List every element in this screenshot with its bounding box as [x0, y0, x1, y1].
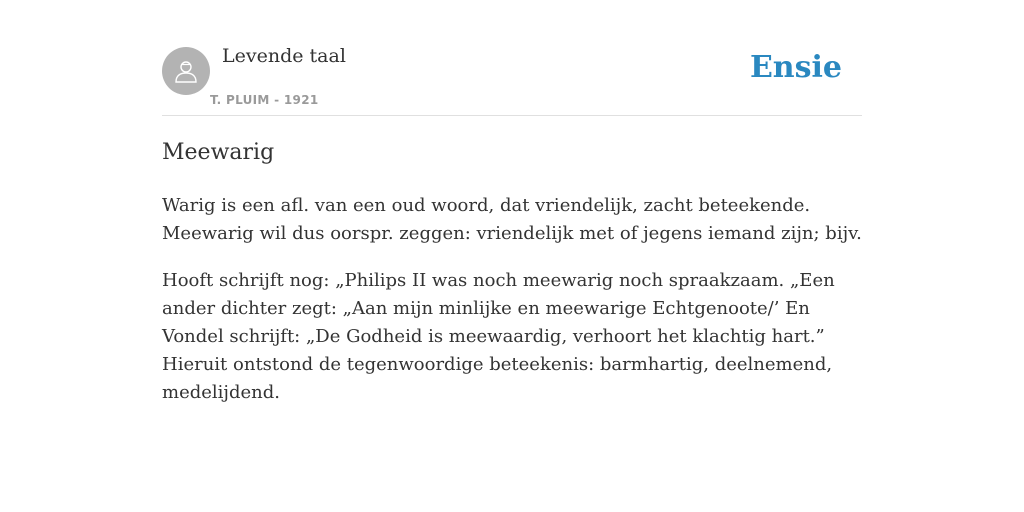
- entry-paragraph: Warig is een afl. van een oud woord, dat vriendelijk, zacht beteekende. Meewarig wil dus oorspr. zeggen: vriendelijk met of jegens iemand zijn; bijv.: [162, 195, 862, 244]
- brand-logo[interactable]: Ensie: [749, 50, 842, 85]
- source-title[interactable]: Levende taal: [222, 45, 346, 67]
- entry-title: Meewarig: [162, 140, 275, 165]
- author-line: T. PLUIM - 1921: [210, 93, 319, 107]
- page-header: [162, 0, 862, 116]
- page-container: [162, 0, 862, 403]
- entry-paragraph: Hooft schrijft nog: „Philips II was noch meewarig noch spraakzaam. „Een ander dichter zegt: „Aan mijn minlijke en meewarige Echtgenoote/’ En Vondel schrijft: „De Godheid is meewaardig, verhoort het klachtig hart.” Hieruit ontstond de tegenwoordige beteekenis: barmhartig, deelnemend, medelijdend.: [162, 270, 835, 403]
- user-icon: [172, 57, 200, 85]
- avatar[interactable]: [162, 47, 210, 95]
